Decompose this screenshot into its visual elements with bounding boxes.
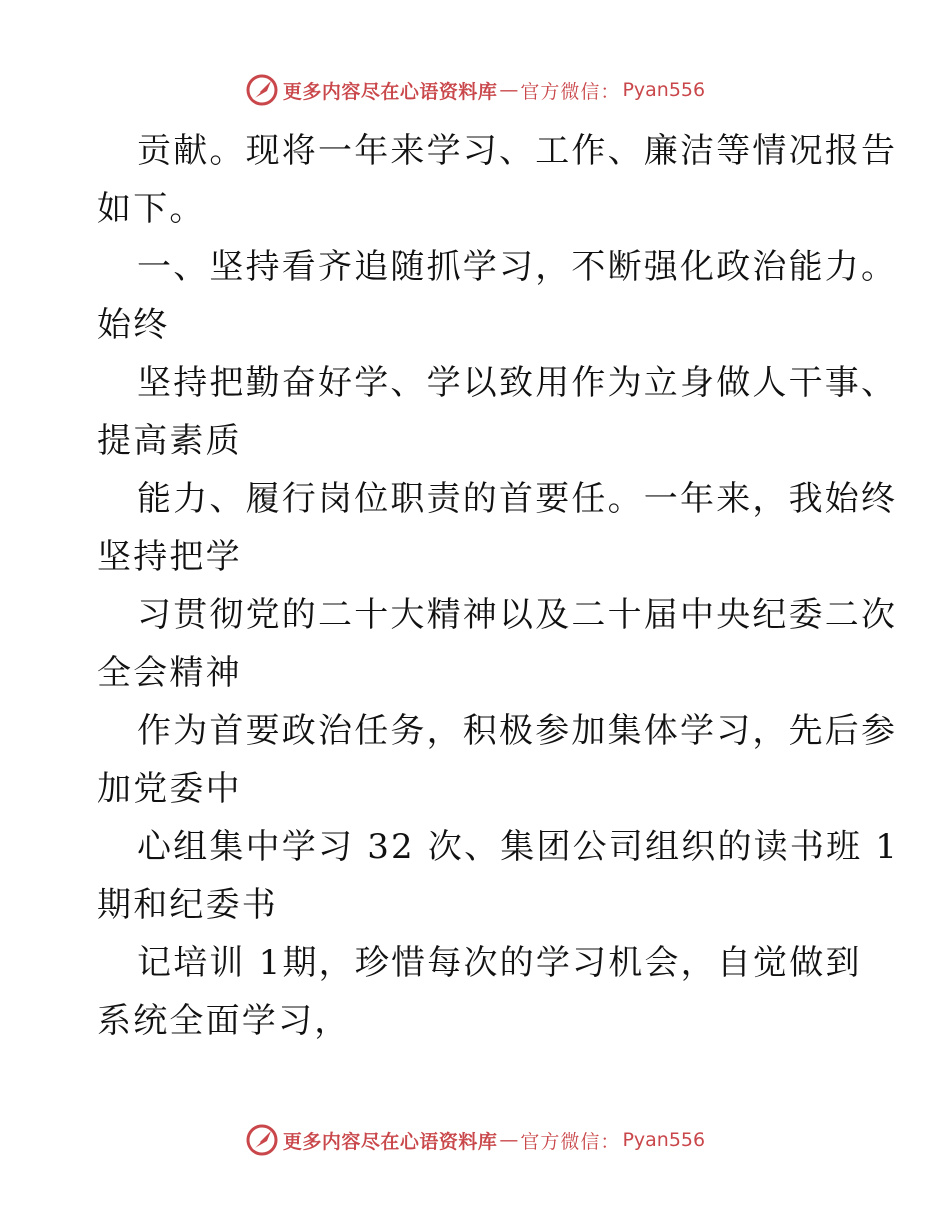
text-line: 习贯彻党的二十大精神以及二十届中央纪委二次 bbox=[137, 595, 898, 635]
text-line: 全会精神 bbox=[97, 653, 242, 693]
quill-logo-icon bbox=[245, 73, 279, 107]
text-line: 坚持把勤奋好学、学以致用作为立身做人干事、 bbox=[137, 363, 898, 403]
text-line: 贡献。现将一年来学习、工作、廉洁等情况报告 bbox=[137, 131, 898, 171]
text-line: 心组集中学习 32 次、集团公司组织的读书班 1 bbox=[137, 827, 900, 867]
text-line: 如下。 bbox=[97, 189, 206, 229]
text-line: 能力、履行岗位职责的首要任。一年来，我始终 bbox=[137, 479, 898, 519]
watermark-label: 官方微信： bbox=[520, 1130, 621, 1153]
document-body bbox=[97, 122, 900, 1050]
text-line: 坚持把学 bbox=[97, 537, 242, 577]
text-line: 始终 bbox=[97, 305, 170, 345]
text-line: 提高素质 bbox=[97, 421, 242, 461]
watermark-label: 官方微信： bbox=[520, 80, 621, 103]
text-line: 加党委中 bbox=[97, 769, 242, 809]
quill-logo-icon bbox=[245, 1123, 279, 1157]
watermark-main-text: 更多内容尽在心语资料库 bbox=[282, 80, 498, 103]
watermark-main-text: 更多内容尽在心语资料库 bbox=[282, 1130, 498, 1153]
header-watermark bbox=[0, 70, 950, 110]
text-line: 期和纪委书 bbox=[97, 885, 278, 925]
text-line: 作为首要政治任务，积极参加集体学习，先后参 bbox=[137, 711, 898, 751]
watermark-wechat-id: Pyan556 bbox=[622, 1129, 706, 1151]
text-line: 记培训 1期，珍惜每次的学习机会，自觉做到 bbox=[137, 943, 862, 983]
watermark-dash: — bbox=[499, 1129, 519, 1151]
footer-watermark bbox=[0, 1120, 950, 1160]
text-line: 一、坚持看齐追随抓学习，不断强化政治能力。 bbox=[137, 247, 898, 287]
text-line: 系统全面学习， bbox=[97, 1001, 351, 1041]
watermark-wechat-id: Pyan556 bbox=[622, 79, 706, 101]
watermark-dash: — bbox=[499, 79, 519, 101]
